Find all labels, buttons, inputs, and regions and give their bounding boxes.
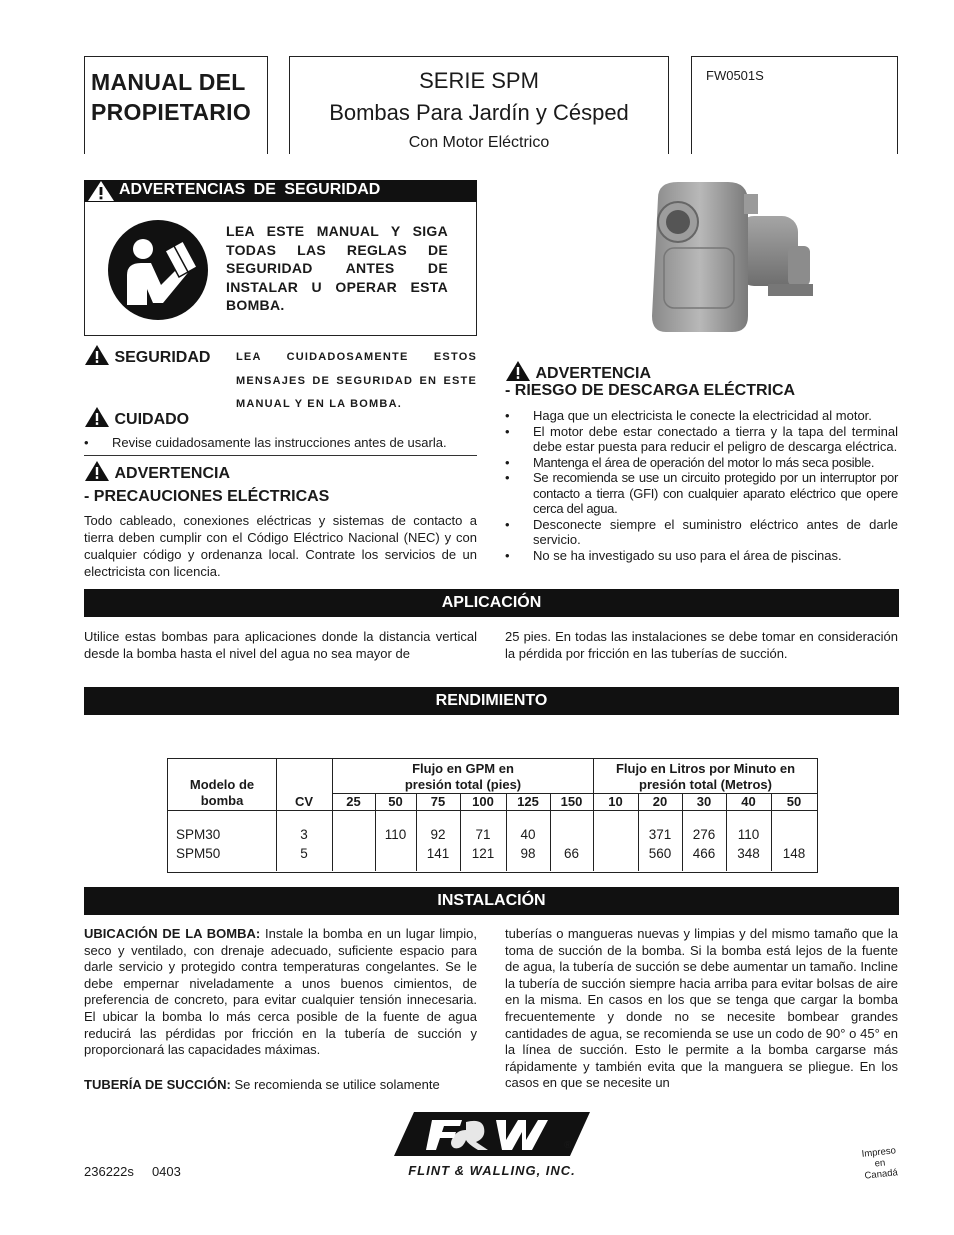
cuidado-item: • Revise cuidadosamente las instrucciones antes de usarla. [84,434,477,451]
lpm-cell: 110 [737,827,760,842]
lpm-head-cell: 10 [608,794,623,809]
cuidado-label: CUIDADO [114,411,190,428]
seguridad-heading [84,344,234,367]
list-item: • No se ha investigado su uso para el área de piscinas. [505,548,898,564]
list-item: • Desconecte siempre el suministro eléctrico antes de darle servicio. [505,517,898,548]
header-lpm: Flujo en Litros por Minuto en presión total (Metros) [615,761,796,792]
advertencia-label: ADVERTENCIA [535,365,652,382]
series-name: SERIE SPM [419,68,539,93]
advertencia-label: ADVERTENCIA [114,465,231,482]
lpm-cell: 371 [648,827,672,842]
tuberia-label: TUBERÍA DE SUCCIÓN: [84,1077,231,1092]
printed-l1: Impreso [861,1145,897,1160]
read-manual-text: LEA ESTE MANUAL Y SIGA TODAS LAS REGLAS DE SEGURIDAD ANTES DE INSTALAR U OPERAR ESTA BOMBA. [226,223,448,313]
instalacion-p1 [84,926,477,1059]
aplicacion-text-col2: 25 pies. En todas las instalaciones se debe tomar en consideración la pérdida por fricción en las tuberías de succión. [505,629,898,661]
ubicacion-label: UBICACIÓN DE LA BOMBA: [84,926,261,941]
gpm-head-cell: 125 [517,794,539,809]
company-name: FLINT & WALLING, INC. [408,1163,576,1178]
list-item: • Haga que un electricista le conecte la electricidad al motor. [505,408,898,424]
gpm-cell: 92 [430,827,446,842]
lpm-cell: 560 [648,846,672,861]
motor-subtitle: Con Motor Eléctrico [408,134,550,151]
form-code-box [691,56,898,154]
list-item: • Mantenga el área de operación del motor lo más seca posible. [505,455,898,471]
gpm-cell: 71 [475,827,491,842]
safety-warnings-title: ADVERTENCIAS DE SEGURIDAD [119,181,381,198]
gpm-cell: 98 [520,846,536,861]
company-logo [392,1110,592,1158]
fw-logo-icon [392,1110,592,1158]
header-cv: CV [294,794,314,809]
warning-triangle-icon [87,180,115,202]
list-item: • Se recomienda se use un circuito protegido por un interruptor por contacto a tierra (GFI) con cualquier aparato eléctrico que opere cerca del agua. [505,470,898,517]
registered-mark: ® [564,1140,572,1151]
lpm-head-cell: 40 [741,794,756,809]
advertencia-descarga-sub: - RIESGO DE DESCARGA ELÉCTRICA [505,382,796,399]
advertencia-descarga-heading [505,360,651,383]
read-manual-box [84,202,477,336]
instalacion-p2 [84,1076,477,1093]
gpm-head-cell: 150 [560,794,583,809]
product-subtitle: Bombas Para Jardín y Césped [329,100,629,125]
model-cell: SPM30 [176,827,221,842]
gpm-cell: 110 [384,827,407,842]
warning-triangle-icon [84,460,110,482]
lpm-cell: 276 [692,827,716,842]
doc-number [84,1164,181,1179]
header-model: Modelo de bomba [189,777,255,808]
gpm-cell: 40 [520,827,536,842]
aplicacion-text-col1: Utilice estas bombas para aplicaciones donde la distancia vertical desde la bomba hasta el nivel del agua no sea mayor de [84,629,477,661]
safety-warnings-header [84,180,477,202]
cuidado-heading [84,406,189,429]
warning-triangle-icon [84,344,110,366]
seguridad-label: SEGURIDAD [114,349,211,366]
advertencia-electrica-text: Todo cableado, conexiones eléctricas y sistemas de contacto a tierra deben cumplir con el Código Eléctrico Nacional (NEC) y con cualquier código y ordenanza local. Contrate los servicios de un electricista con licencia. [84,513,477,579]
gpm-head-cell: 25 [346,794,361,809]
gpm-head-cell: 50 [388,794,403,809]
warning-triangle-icon [505,360,531,382]
printed-l3: Canadá [864,1167,899,1182]
cv-cell: 5 [300,846,308,861]
manual-title-line1: MANUAL DEL [91,69,246,95]
gpm-cell: 121 [471,846,495,861]
header-gpm: Flujo en GPM en presión total (pies) [404,761,522,792]
advertencia-electrica-heading [84,460,230,483]
ubicacion-text: Instale la bomba en un lugar limpio, seco y ventilado, con drenaje adecuado, suficiente espacio para darle servicio y protegido contra temperaturas congelantes. Se le debe empernar niveladamente a unos buenos cimientos, de preferencia de concreto, para evitar cualquier tensión innecesaria. El ubicar la bomba lo más cerca posible de la fuente de agua reducirá las pérdidas por fricción en la tubería de succión y proporcionará las capacidades máximas. [84,926,477,1058]
advertencia-descarga-list [505,408,898,563]
printed-in-stamp [853,1144,906,1182]
manual-title-box [84,56,268,154]
gpm-cell: 141 [426,846,450,861]
aplicacion-header: APLICACIÓN [84,589,899,617]
manual-title-line2: PROPIETARIO [91,99,252,125]
list-item: • El motor debe estar conectado a tierra y la tapa del terminal debe estar puesta para reducir el peligro de descarga eléctrica. [505,424,898,455]
cv-cell: 3 [300,827,308,842]
lpm-cell: 348 [737,846,760,861]
read-manual-icon [107,219,209,321]
gpm-cell: 66 [563,846,580,861]
advertencia-electrica-sub: - PRECAUCIONES ELÉCTRICAS [84,488,330,505]
doc-num: 236222s [84,1164,134,1179]
lpm-head-cell: 30 [696,794,712,809]
printed-l2: en [874,1157,886,1170]
doc-date: 0403 [151,1164,181,1179]
pump-photo [648,176,816,334]
series-title-box [289,56,669,154]
warning-triangle-icon [84,406,110,428]
gpm-head-cell: 100 [472,794,494,809]
gpm-head-cell: 75 [430,794,446,809]
tuberia-text: Se recomienda se utilice solamente [234,1077,440,1092]
lpm-cell: 466 [692,846,716,861]
model-cell: SPM50 [176,846,221,861]
seguridad-text: LEA CUIDADOSAMENTE ESTOS MENSAJES DE SEGURIDAD EN ESTE MANUAL Y EN LA BOMBA. [236,351,477,410]
performance-table [167,758,818,873]
divider [84,455,477,456]
lpm-cell: 148 [782,846,806,861]
form-code: FW0501S [706,68,764,83]
lpm-head-cell: 50 [786,794,802,809]
lpm-head-cell: 20 [652,794,668,809]
rendimiento-header: RENDIMIENTO [84,687,899,715]
instalacion-col2: tuberías o mangueras nuevas y limpias y del mismo tamaño que la toma de succión de la bomba. Si la bomba está lejos de la fuente de agua, la tubería de succión se debe aumentar un tamaño. Incline la tubería de succión siempre hacia arriba para evitar bolsas de aire en la misma. En casos en los que se tenga que cargar la bomba frecuentemente y donde no se necesite bombear grandes cantidades de agua, se recomienda se use un codo de 90° o 45° en la línea de succión. Esto le permite a la bomba cargarse más rápidamente y también evita que la manguera se pliegue. En los casos en que se necesite un [505,926,898,1091]
instalacion-header: INSTALACIÓN [84,887,899,915]
